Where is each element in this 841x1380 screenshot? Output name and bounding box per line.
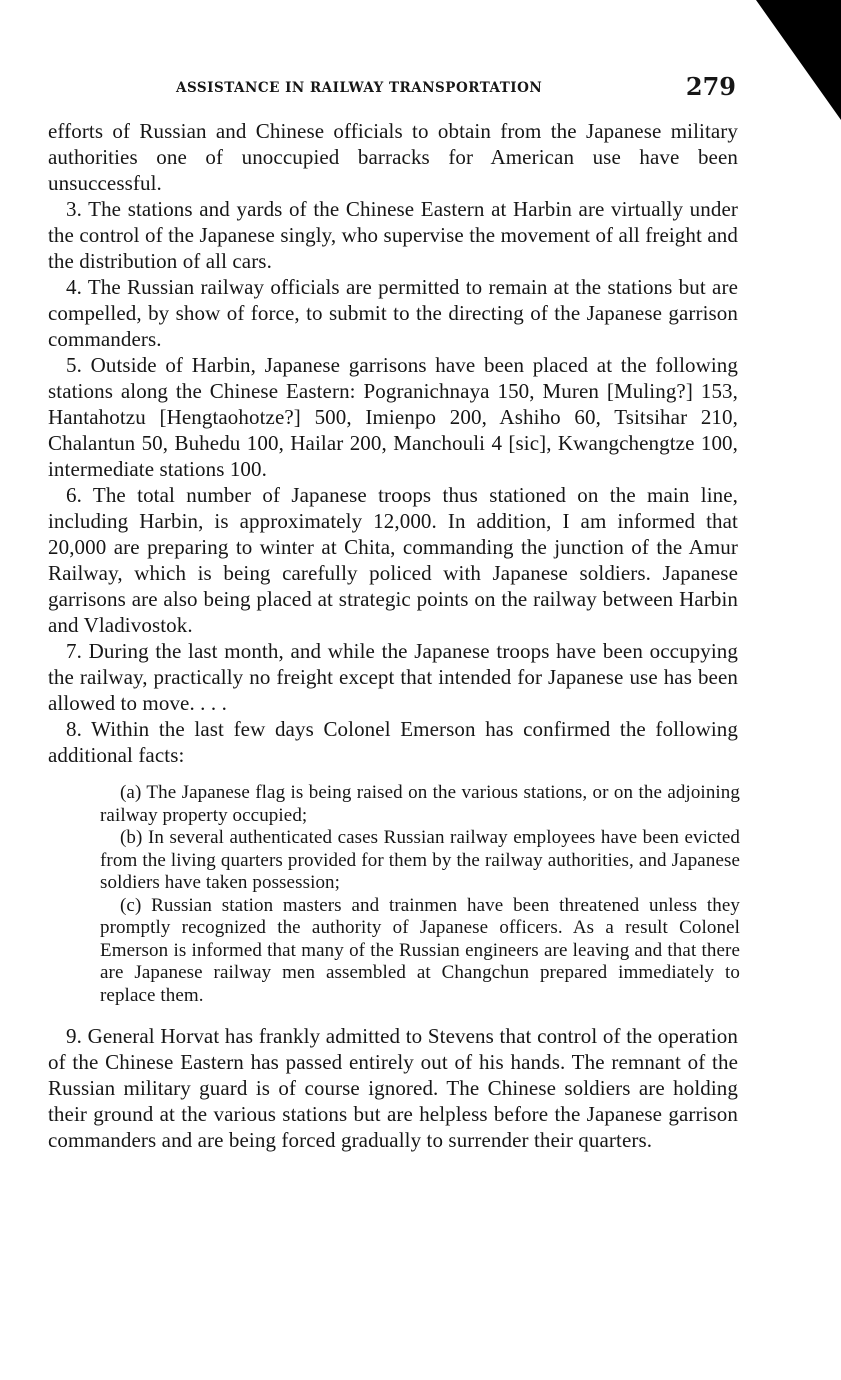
quote-item-a: (a) The Japanese flag is being raised on the various stations, or on the adjoining railway property occupied; [100,782,740,826]
quote-item-c: (c) Russian station masters and trainmen have been threatened unless they promptly recognized the authority of Japanese officers. As a result Colonel Emerson is informed that many of the Russian engineers are leaving and that there are Japanese railway men assembled at Changchun prepared immediately to replace them. [100,894,740,1006]
paragraph-8: 8. Within the last few days Colonel Emerson has confirmed the following additional facts: [48,717,738,767]
paragraph-6: 6. The total number of Japanese troops thus stationed on the main line, including Harbin, is approximately 12,000. In addition, I am informed that 20,000 are preparing to winter at Chita, commanding the junction of the Amur Railway, which is being carefully policed with Japanese soldiers. Japanese garrisons are also being placed at strategic points on the railway between Harbin and Vladivostok. [48,483,738,637]
page-body [48,118,738,1153]
paragraph-7: 7. During the last month, and while the Japanese troops have been occupying the railway, practically no freight except that intended for Japanese use has been allowed to move. . . . [48,639,738,715]
running-head: ASSISTANCE IN RAILWAY TRANSPORTATION [176,80,543,96]
paragraph-continuation: efforts of Russian and Chinese officials to obtain from the Japanese military authorities one of unoccupied barracks for American use have been unsuccessful. [48,119,738,195]
paragraph-5: 5. Outside of Harbin, Japanese garrisons have been placed at the following stations along the Chinese Eastern: Pogranichnaya 150, Muren [Muling?] 153, Hantahotzu [Hengtaohotze?] 500, Imienpo 200, Ashiho 60, Tsitsihar 210, Chalantun 50, Buhedu 100, Hailar 200, Manchouli 4 [sic], Kwangchengtze 100, intermediate stations 100. [48,353,738,481]
block-quote [100,782,740,1007]
paragraph-3: 3. The stations and yards of the Chinese Eastern at Harbin are virtually under the control of the Japanese singly, who supervise the movement of all freight and the distribution of all cars. [48,197,738,273]
quote-item-b: (b) In several authenticated cases Russian railway employees have been evicted from the living quarters provided for them by the railway authorities, and Japanese soldiers have taken possession; [100,827,740,893]
paragraph-4: 4. The Russian railway officials are permitted to remain at the stations but are compelled, by show of force, to submit to the directing of the Japanese garrison commanders. [48,275,738,351]
page-header [48,72,740,108]
paragraph-9: 9. General Horvat has frankly admitted to Stevens that control of the operation of the Chinese Eastern has passed entirely out of his hands. The remnant of the Russian military guard is of course ignored. The Chinese soldiers are holding their ground at the various stations but are helpless before the Japanese garrison commanders and are being forced gradually to surrender their quarters. [48,1024,738,1152]
page-corner-shadow [756,0,841,120]
page-number: 279 [685,72,736,101]
